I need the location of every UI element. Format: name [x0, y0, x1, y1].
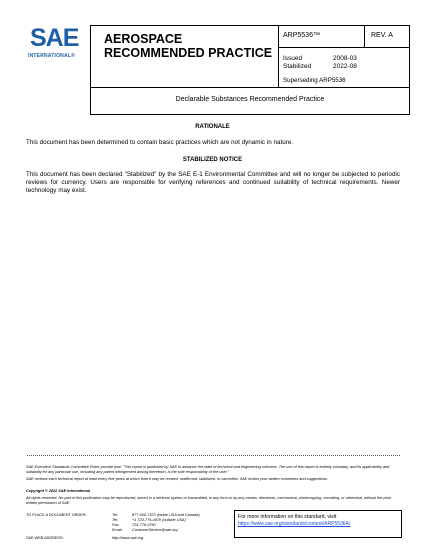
footer-copyright: Copyright © 2022 SAE International — [26, 489, 90, 493]
header-divider — [278, 47, 409, 48]
header-divider — [90, 87, 409, 88]
superseding-note: Superseding ARP5536 — [283, 77, 346, 84]
rationale-text: This document has been determined to contain basic practices which are not dynamic in nature. — [26, 139, 294, 146]
standard-link[interactable]: https://www.sae.org/standards/content/ARP5536A/ — [238, 521, 351, 527]
document-number: ARP5536™ — [283, 32, 320, 39]
logo-wordmark: SAE — [30, 24, 79, 52]
footer-divider — [27, 455, 400, 456]
revision-label: REV. A — [371, 32, 393, 39]
tel-label: Tel: — [112, 518, 118, 522]
stabilized-label: Stabilized — [283, 63, 312, 70]
footer-disclaimer: SAE Executive Standards Committee Rules provide that: "This report is published by SAE to advance the state of technical and engineering sciences. The use of this report is entirely voluntary, and its applicability and suitability for any particular use, including any patent infringement arising therefrom, is the sole responsibility of the user." — [26, 465, 390, 474]
logo-subtitle: INTERNATIONAL® — [28, 53, 75, 59]
fax-number: 724-776-0790 — [132, 523, 156, 527]
header-divider — [364, 25, 365, 47]
phone-international: +1 724-776-4970 (outside USA) — [132, 518, 186, 522]
stabilized-date: 2022-08 — [333, 63, 357, 70]
sae-logo — [27, 24, 87, 64]
fax-label: Fax: — [112, 523, 120, 527]
footer-rights: All rights reserved. No part of this publication may be reproduced, stored in a retrieval system or transmitted, in any form or by any means, electronic, mechanical, photocopying, recording, or otherwise, without the prior written permission of SAE. — [26, 496, 392, 505]
title-line: RECOMMENDED PRACTICE — [104, 46, 273, 60]
document-type-title — [104, 32, 279, 60]
tel-label: Tel: — [112, 513, 118, 517]
stabilized-notice-text: This document has been declared "Stabilized" by the SAE E-1 Environmental Committee and will no longer be subjected to periodic reviews for currency. Users are responsible for verifying references and continued suitability of technical requirements. Newer technology may exist. — [26, 171, 400, 194]
title-line: AEROSPACE — [104, 32, 183, 46]
email-address[interactable]: CustomerService@sae.org — [132, 528, 178, 532]
document-subject: Declarable Substances Recommended Practice — [175, 96, 325, 103]
footer-review-note: SAE reviews each technical report at least every five years at which time it may be revised, reaffirmed, stabilized, or cancelled. SAE invites your written comments and suggestions. — [26, 477, 328, 481]
web-label: SAE WEB ADDRESS: — [26, 536, 64, 540]
more-info-text: For more information on this standard, visit — [238, 514, 337, 520]
issued-date: 2008-03 — [333, 55, 357, 62]
issued-label: Issued — [283, 55, 303, 62]
stabilized-notice-heading: STABILIZED NOTICE — [182, 157, 243, 163]
order-label: TO PLACE A DOCUMENT ORDER: — [26, 513, 87, 517]
email-label: Email: — [112, 528, 123, 532]
web-address-link[interactable]: http://www.sae.org — [112, 536, 144, 540]
contact-values — [132, 513, 200, 533]
phone-domestic: 877-606-7323 (inside USA and Canada) — [132, 513, 200, 517]
rationale-heading: RATIONALE — [195, 124, 230, 130]
contact-labels — [112, 513, 123, 533]
